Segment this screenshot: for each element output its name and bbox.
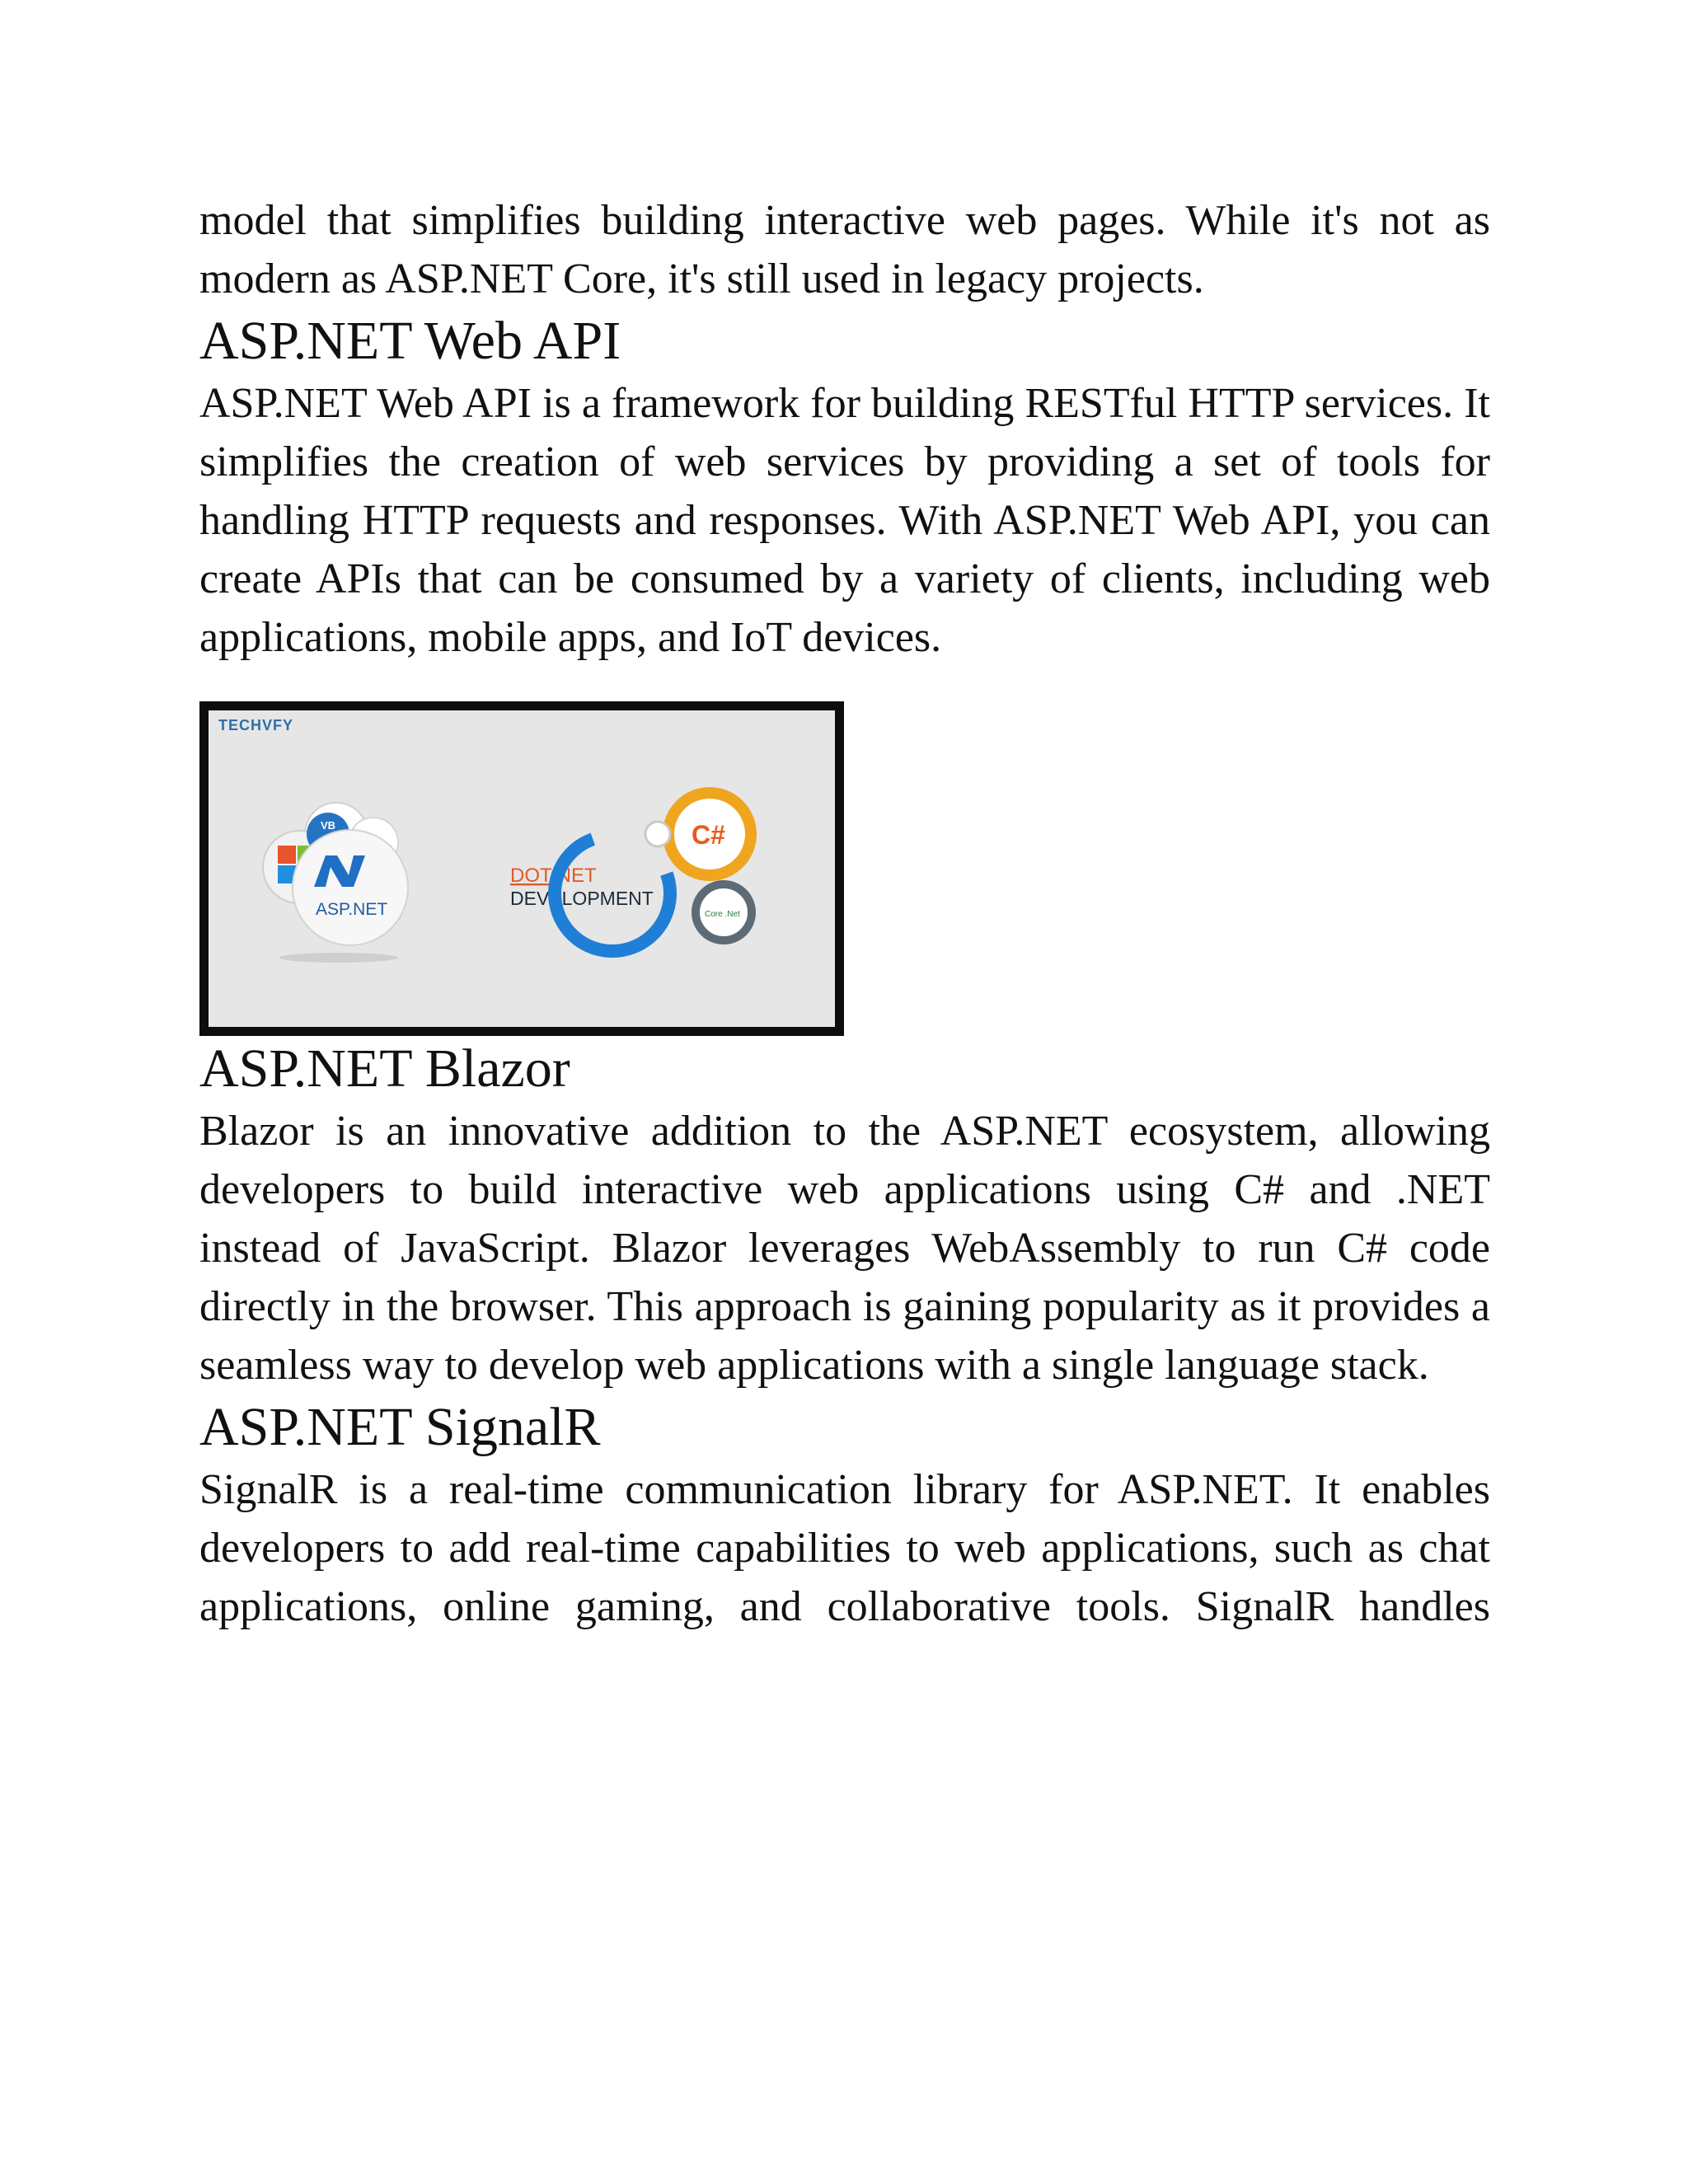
net-label: .NET [551, 865, 597, 887]
core-label: Core .Net [705, 910, 740, 919]
webapi-paragraph: ASP.NET Web API is a framework for building RESTful HTTP services. It simplifies the creation of web services by providing a set of tools for handling HTTP requests and responses. With ASP.NET Web API, you can create APIs that can be consumed by a variety of clients, including web applications, mobile apps, and IoT devices. [199, 380, 1490, 661]
aspnet-main-bubble [293, 830, 408, 945]
intro-paragraph: model that simplifies building interactive web pages. While it's not as modern as ASP.NET Core, it's still used in legacy projects. [199, 197, 1490, 302]
brand-text: TECHVFY [218, 717, 294, 733]
dot-label: DOT [510, 865, 552, 887]
csharp-label: C# [692, 820, 725, 850]
blazor-paragraph: Blazor is an innovative addition to the ASP.NET ecosystem, allowing developers to build interactive web applications using C# and .NET instead of JavaScript. Blazor leverages WebAssembly to run C# code directly in the browser. This approach is gaining popularity as it provides a seamless way to develop web applications with a single language stack. [199, 1108, 1490, 1389]
aspnet-logo-label: ASP.NET [316, 900, 388, 919]
document-page [199, 191, 1490, 1636]
blazor-heading: ASP.NET Blazor [199, 1038, 570, 1099]
vb-label: VB [321, 819, 336, 832]
signalr-heading: ASP.NET SignalR [199, 1397, 601, 1457]
dotnet-development-image [199, 701, 844, 1036]
development-label: DEVELOPMENT [510, 888, 654, 909]
signalr-paragraph: SignalR is a real-time communication library for ASP.NET. It enables developers to add real-time capabilities to web applications, such as chat applications, online gaming, and collaborative tools. SignalR handles [199, 1466, 1490, 1630]
webapi-heading: ASP.NET Web API [199, 311, 621, 371]
dotnet-illustration [209, 710, 835, 1027]
